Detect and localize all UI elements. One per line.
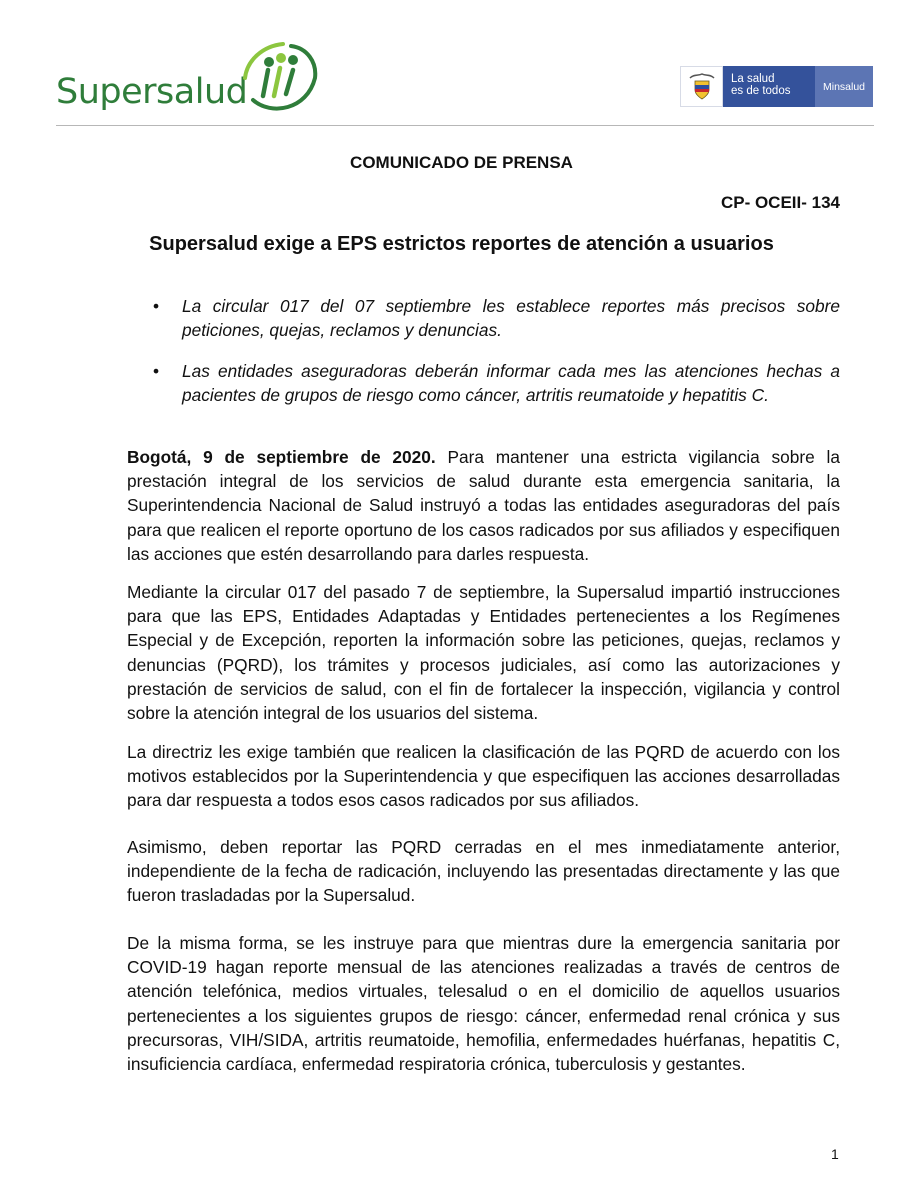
paragraph-text: Para mantener una estricta vigilancia sobre la prestación integral de los servicios de salud durante esta emergencia sanitaria, la Superintendencia Nacional de Salud instruyó a todas las entidades aseguradoras del país para que realicen el reporte oportuno de los casos radicados por sus afiliados y especifiquen las acciones que estén desarrollando para darles respuesta. (127, 447, 840, 564)
header-divider (56, 125, 874, 126)
bullet-icon: • (153, 361, 160, 381)
minsalud-name: Minsalud (815, 66, 873, 107)
body-paragraph: Mediante la circular 017 del pasado 7 de septiembre, la Supersalud impartió instrucciones para que las EPS, Entidades Adaptadas y Entidades pertenecientes a los Regímenes Especial y de Excepción, reporten la información sobre las peticiones, quejas, reclamos y denuncias (PQRD), los trámites y procesos judiciales, así como las autorizaciones y prestación de servicios de salud, con el fin de fortalecer la inspección, vigilancia y control sobre la atención integral de los usuarios del sistema. (127, 582, 840, 724)
summary-bullets (150, 294, 840, 424)
minsalud-logo (680, 66, 873, 107)
slogan-line-1: La salud (731, 73, 775, 85)
body-paragraph: La directriz les exige también que realicen la clasificación de las PQRD de acuerdo con los motivos establecidos por la Superintendencia y que especifiquen las acciones desarrolladas para dar respuesta a todos esos casos radicados por sus afiliados. (127, 742, 840, 811)
document-type-title: COMUNICADO DE PRENSA (350, 153, 573, 172)
body-paragraph (127, 445, 840, 566)
bullet-text: La circular 017 del 07 septiembre les establece reportes más precisos sobre peticiones, quejas, reclamos y denuncias. (182, 296, 840, 340)
bullet-icon: • (153, 296, 160, 316)
coat-of-arms-icon (680, 66, 723, 107)
page-number: 1 (831, 1146, 839, 1162)
dateline: Bogotá, 9 de septiembre de 2020. (127, 447, 436, 467)
supersalud-logo (56, 38, 316, 118)
slogan-line-2: es de todos (731, 85, 791, 97)
bullet-item (150, 294, 840, 342)
body-paragraph: Asimismo, deben reportar las PQRD cerradas en el mes inmediatamente anterior, independiente de la fecha de radicación, incluyendo las presentadas directamente y las que fueron trasladadas por la Supersalud. (127, 837, 840, 906)
body-paragraph: De la misma forma, se les instruye para que mientras dure la emergencia sanitaria por COVID-19 hagan reporte mensual de las atenciones realizadas a través de centros de atención telefónica, medios virtuales, telesalud o en el domicilio de aquellos usuarios pertenecientes a los siguientes grupos de riesgo: cáncer, enfermedad renal crónica y sus precursoras, VIH/SIDA, artritis reumatoide, hemofilia, enfermedades huérfanas, hepatitis C, insuficiencia cardíaca, enfermedad respiratoria crónica, tuberculosis y gestantes. (127, 933, 840, 1075)
headline: Supersalud exige a EPS estrictos reportes de atención a usuarios (149, 233, 774, 255)
press-release-code: CP- OCEII- 134 (720, 193, 840, 212)
minsalud-slogan (723, 66, 815, 107)
supersalud-logo-text: Supersalud (56, 72, 248, 112)
bullet-text: Las entidades aseguradoras deberán informar cada mes las atenciones hechas a pacientes de grupos de riesgo como cáncer, artritis reumatoide y hepatitis C. (182, 361, 840, 405)
supersalud-people-icon (241, 38, 321, 114)
bullet-item (150, 359, 840, 407)
